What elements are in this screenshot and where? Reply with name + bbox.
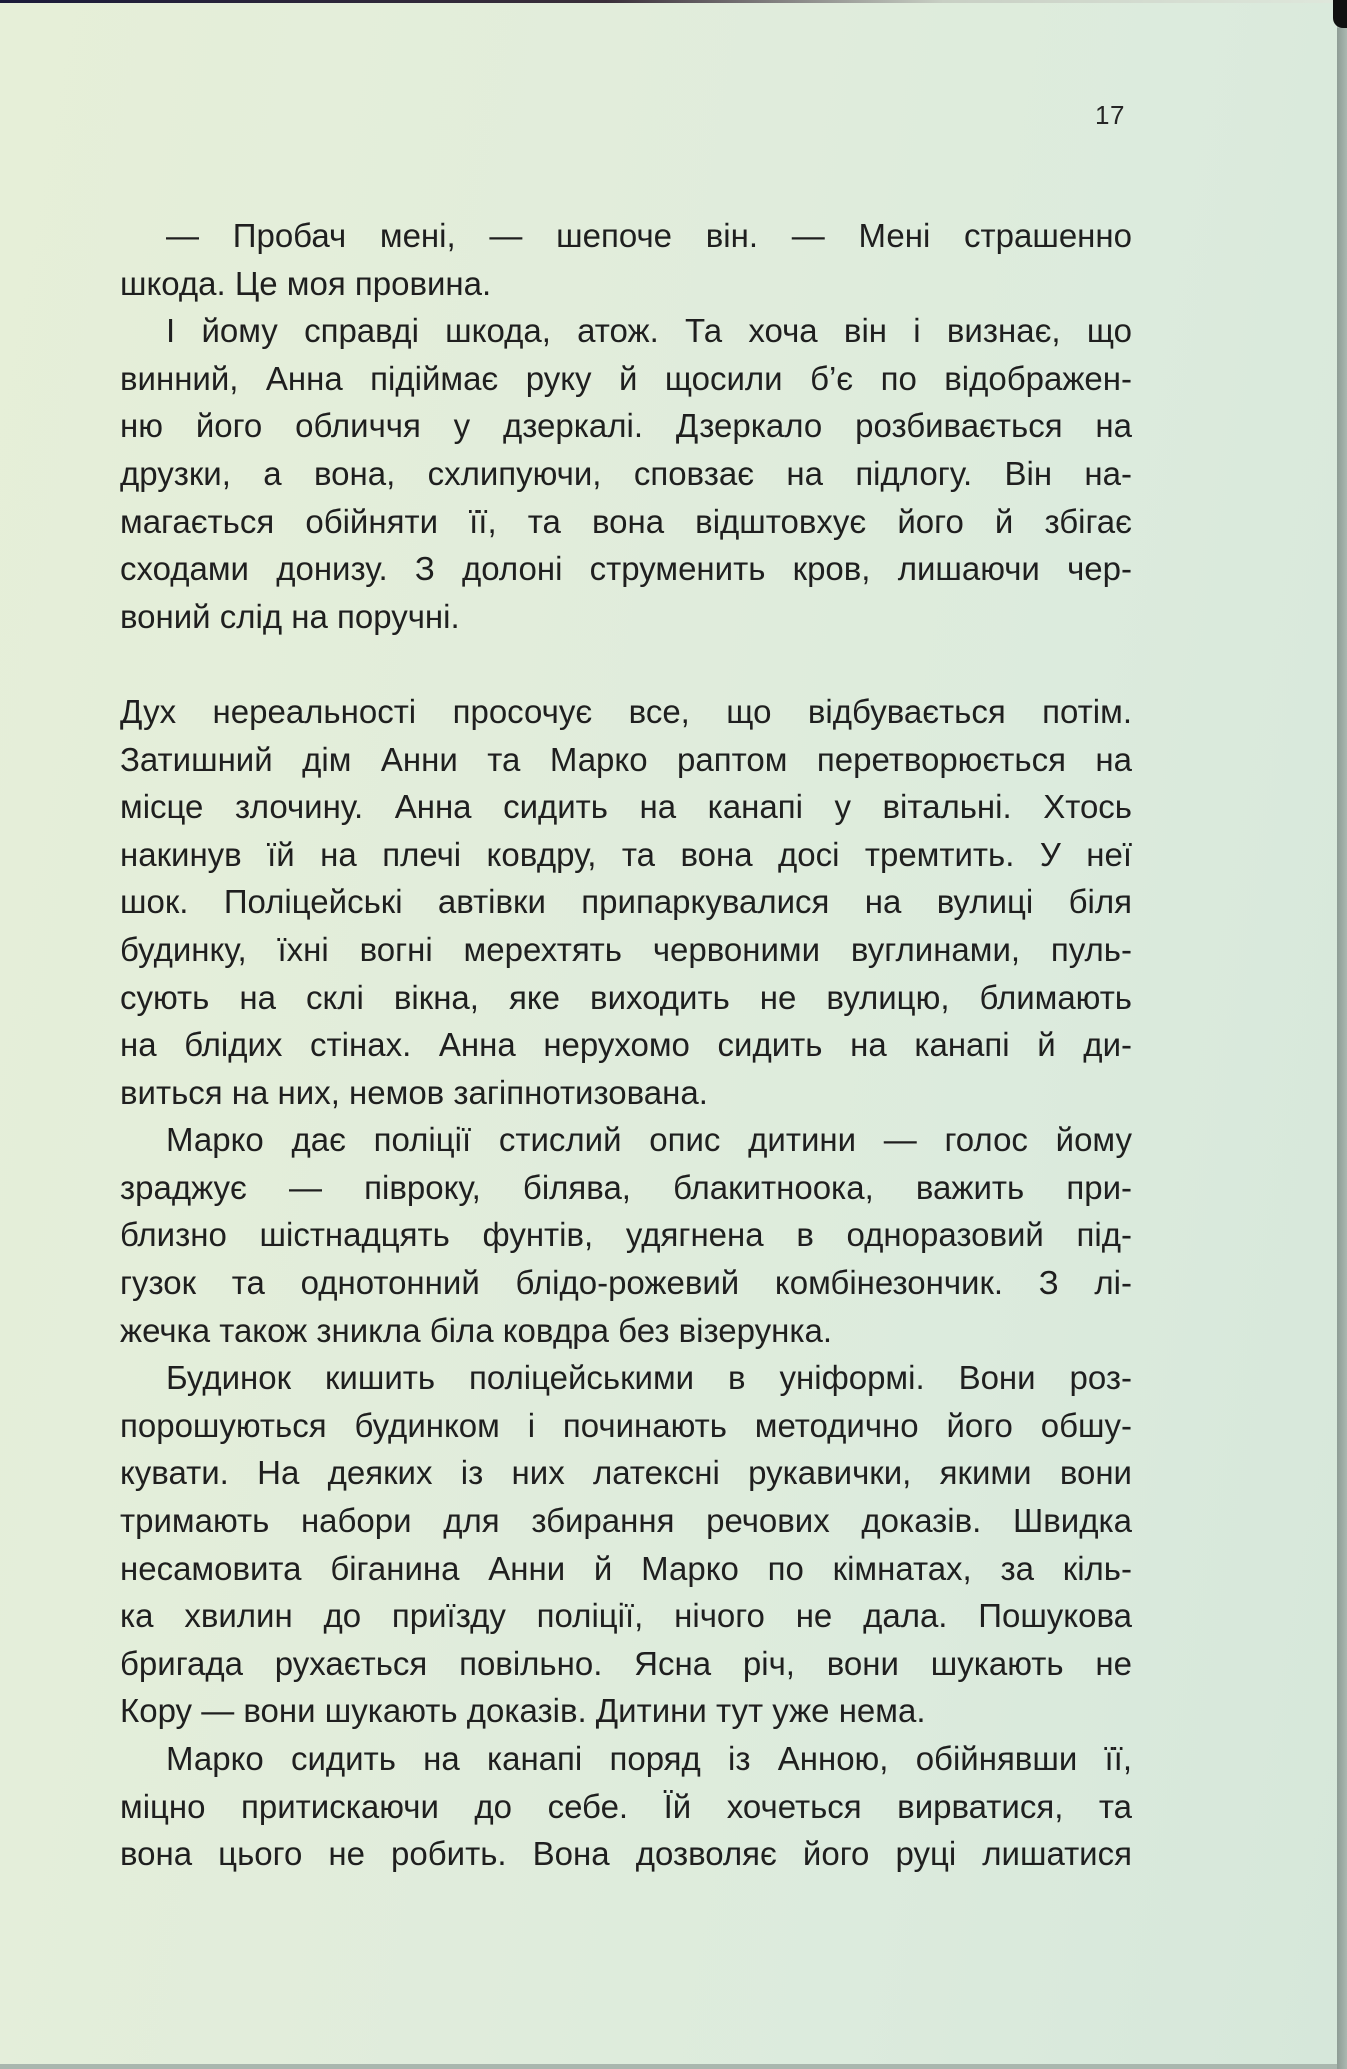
text-line: Будинок кишить поліцейськими в уніформі. Вони роз-: [166, 1359, 1132, 1397]
text-line: зраджує — півроку, білява, блакитноока, важить при-: [120, 1168, 1132, 1206]
text-line: ню його обличчя у дзеркалі. Дзеркало розбивається на: [120, 407, 1132, 445]
text-line: сують на склі вікна, яке виходить не вулицю, блимають: [120, 978, 1132, 1016]
text-line: Марко сидить на канапі поряд із Анною, обійнявши її,: [166, 1740, 1132, 1777]
text-line: міцно притискаючи до себе. Їй хочеться вирватися, та: [120, 1787, 1132, 1825]
paragraph: [120, 1116, 1132, 1354]
text-line: накинув їй на плечі ковдру, та вона досі тремтить. У неї: [120, 835, 1132, 873]
page-edge-strip: [1337, 28, 1347, 2069]
text-line: несамовита біганина Анни й Марко по кімнатах, за кіль-: [120, 1549, 1132, 1587]
text-line: близно шістнадцять фунтів, удягнена в одноразовий під-: [120, 1216, 1132, 1254]
text-line: тримають набори для збирання речових доказів. Швидка: [120, 1502, 1132, 1540]
page-number: 17: [1095, 100, 1125, 130]
text-line: порошуються будинком і починають методично його обшу-: [120, 1406, 1132, 1444]
text-line: винний, Анна підіймає руку й щосили б’є по відображен-: [120, 359, 1132, 397]
text-line: гузок та однотонний блідо-рожевий комбінезончик. З лі-: [120, 1264, 1132, 1302]
text-line: вона цього не робить. Вона дозволяє його руці лишатися: [120, 1835, 1132, 1873]
body-text: [120, 212, 1132, 1878]
text-line: друзки, а вона, схлипуючи, сповзає на підлогу. Він на-: [120, 454, 1132, 492]
section-break: [120, 640, 1132, 688]
text-line: шкода. Це моя провина.: [120, 264, 492, 302]
paragraph: [120, 307, 1132, 640]
scan-top-edge: [0, 0, 1347, 3]
text-line: Дух нереальності просочує все, що відбувається потім.: [120, 692, 1132, 730]
text-line: магається обійняти її, та вона відштовхує його й збігає: [120, 502, 1132, 540]
text-line: Кору — вони шукають доказів. Дитини тут уже нема.: [120, 1692, 926, 1730]
paragraph-continued: [120, 1735, 1132, 1878]
text-line: на блідих стінах. Анна нерухомо сидить на канапі й ди-: [120, 1026, 1132, 1064]
text-line: кувати. На деяких із них латексні рукавички, якими вони: [120, 1454, 1132, 1492]
text-line: будинку, їхні вогні мерехтять червоними вуглинами, пуль-: [120, 930, 1132, 968]
text-line: ка хвилин до приїзду поліції, нічого не дала. Пошукова: [120, 1597, 1132, 1635]
text-line: — Пробач мені, — шепоче він. — Мені страшенно: [166, 217, 1132, 254]
text-line: Затишний дім Анни та Марко раптом перетворюється на: [120, 740, 1132, 778]
text-line: сходами донизу. З долоні струменить кров, лишаючи чер-: [120, 550, 1132, 588]
paragraph-dialogue: [120, 212, 1132, 307]
scan-corner-shadow: [1333, 0, 1347, 28]
text-line: воний слід на поручні.: [120, 597, 460, 635]
text-line: виться на них, немов загіпнотизована.: [120, 1073, 708, 1111]
text-line: І йому справді шкода, атож. Та хоча він і визнає, що: [166, 312, 1132, 350]
text-line: Марко дає поліції стислий опис дитини — голос йому: [166, 1121, 1132, 1159]
text-line: жечка також зникла біла ковдра без візерунка.: [120, 1311, 832, 1349]
paragraph-section-start: [120, 688, 1132, 1116]
paragraph: [120, 1354, 1132, 1735]
text-line: шок. Поліцейські автівки припаркувалися на вулиці біля: [120, 883, 1132, 921]
text-line: місце злочину. Анна сидить на канапі у вітальні. Хтось: [120, 788, 1132, 826]
text-line: бригада рухається повільно. Ясна річ, вони шукають не: [120, 1644, 1132, 1682]
